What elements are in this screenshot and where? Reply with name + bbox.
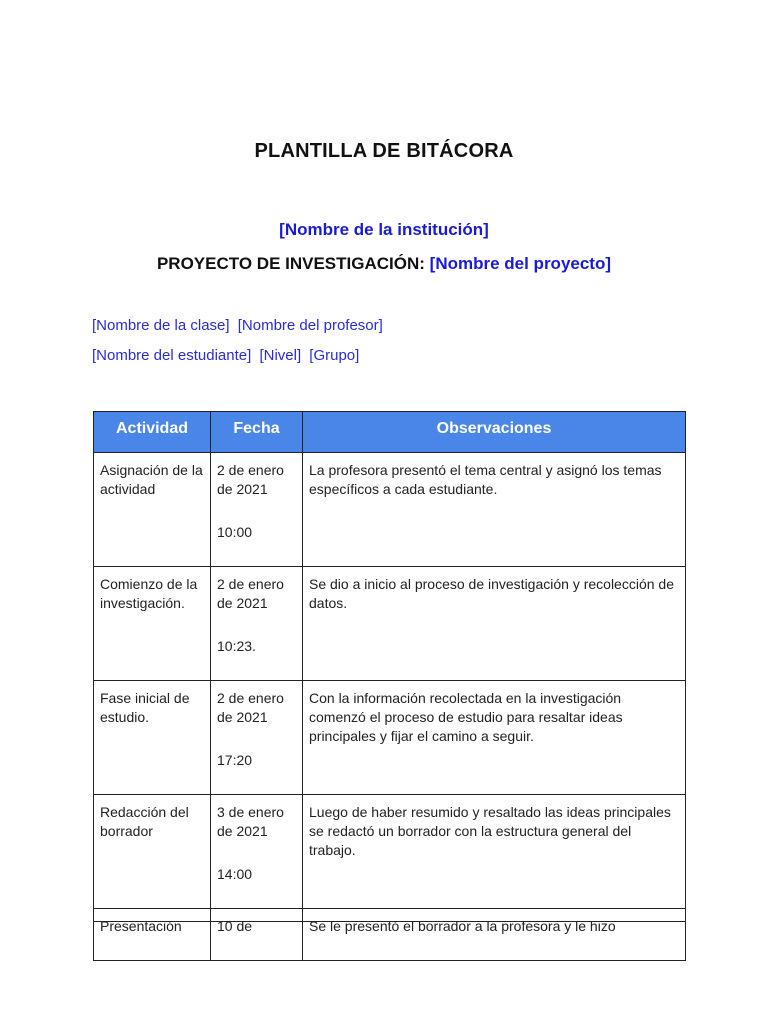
log-table	[93, 411, 686, 961]
date-cell	[211, 795, 303, 909]
class-info-line	[92, 317, 383, 334]
header-observaciones: Observaciones	[303, 412, 686, 453]
project-name-placeholder: [Nombre del proyecto]	[429, 254, 612, 273]
observations-cell: Luego de haber resumido y resaltado las ideas principales se redactó un borrador con la estructura general del trabajo.	[303, 795, 686, 909]
observations-cell: Con la información recolectada en la investigación comenzó el proceso de estudio para resaltar ideas principales y fijar el camino a seguir.	[303, 681, 686, 795]
table-row	[94, 681, 686, 795]
header-actividad: Actividad	[94, 412, 211, 453]
time-text: 10:00	[217, 524, 253, 540]
date-text: 2 de enero de 2021	[217, 462, 284, 497]
activity-cell: Fase inicial de estudio.	[94, 681, 211, 795]
level-placeholder: [Nivel]	[259, 347, 302, 364]
activity-cell: Comienzo de la investigación.	[94, 567, 211, 681]
activity-cell: Presentación	[94, 909, 211, 961]
teacher-name-placeholder: [Nombre del profesor]	[237, 317, 383, 334]
class-name-placeholder: [Nombre de la clase]	[92, 317, 230, 334]
date-cell	[211, 453, 303, 567]
project-line	[0, 254, 768, 274]
table-row	[94, 453, 686, 567]
log-table-container	[93, 411, 685, 934]
date-cell	[211, 567, 303, 681]
table-row	[94, 795, 686, 909]
observations-cell: La profesora presentó el tema central y asignó los temas específicos a cada estudiante.	[303, 453, 686, 567]
date-text: 3 de enero de 2021	[217, 804, 284, 839]
date-cell	[211, 909, 303, 961]
document-title: PLANTILLA DE BITÁCORA	[254, 140, 514, 162]
table-header-row	[94, 412, 686, 453]
table-row	[94, 567, 686, 681]
activity-cell: Asignación de la actividad	[94, 453, 211, 567]
date-text: 10 de	[217, 918, 253, 934]
date-text: 2 de enero de 2021	[217, 690, 284, 725]
table-row	[94, 909, 686, 961]
observations-cell: Se le presentó el borrador a la profesora y le hizo	[303, 909, 686, 961]
date-cell	[211, 681, 303, 795]
student-name-placeholder: [Nombre del estudiante]	[92, 347, 252, 364]
student-info-line	[92, 347, 359, 364]
observations-cell: Se dio a inicio al proceso de investigación y recolección de datos.	[303, 567, 686, 681]
time-text: 10:23.	[217, 638, 256, 654]
group-placeholder: [Grupo]	[309, 347, 360, 364]
activity-cell: Redacción del borrador	[94, 795, 211, 909]
time-text: 17:20	[217, 752, 253, 768]
header-fecha: Fecha	[211, 412, 303, 453]
institution-name: [Nombre de la institución]	[279, 220, 489, 239]
project-label: PROYECTO DE INVESTIGACIÓN:	[156, 254, 425, 273]
date-text: 2 de enero de 2021	[217, 576, 284, 611]
time-text: 14:00	[217, 866, 253, 882]
